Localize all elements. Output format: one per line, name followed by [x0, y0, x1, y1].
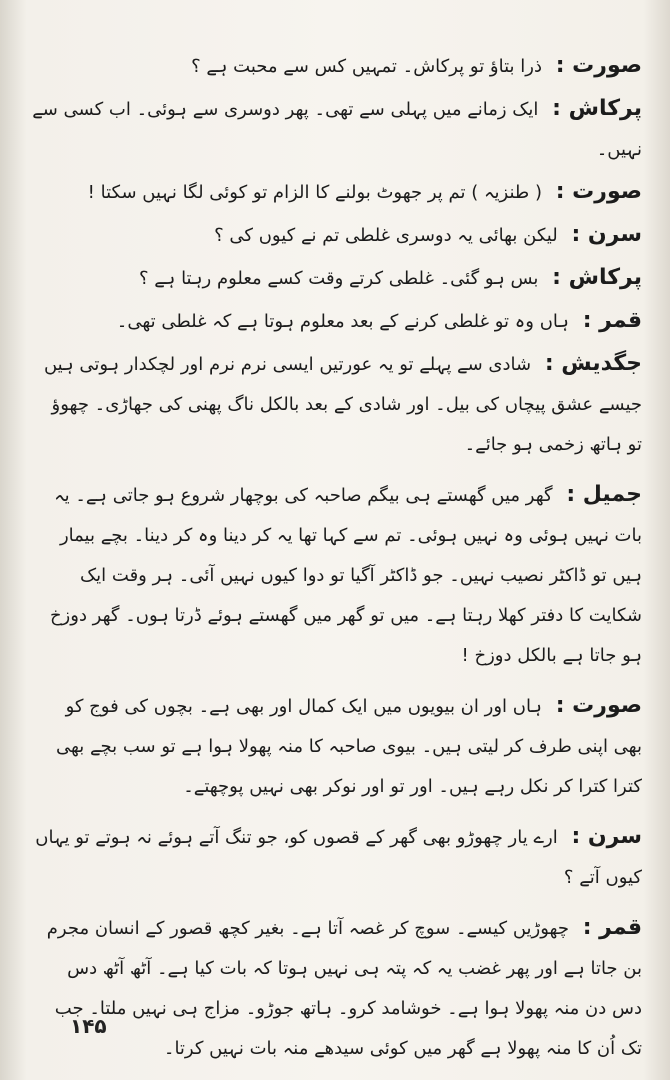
speaker-name: سرن : — [571, 222, 642, 247]
speaker-name: سرن : — [571, 824, 642, 849]
dialogue-line-3 — [32, 172, 642, 213]
dialogue-text: گھر میں گھستے ہی بیگم صاحبہ کی بوچھار شروع ہو جاتی ہے۔ یہ بات نہیں ہوئی وہ نہیں ہوئی۔ تم سے کہا تھا یہ کر دینا وہ کر دینا۔ بچے بیمار ہیں تو ڈاکٹر نصیب نہیں۔ جو ڈاکٹر آگیا تو دوا کیوں نہیں آئی۔ ہر وقت ایک شکایت کا دفتر کھلا رہتا ہے۔ میں تو گھر میں گھستے ہوئے ڈرتا ہوں۔ گھر دوزخ ہو جاتا ہے بالکل دوزخ ! — [44, 485, 642, 666]
speaker-name: قمر : — [582, 308, 642, 333]
dialogue-line-10 — [29, 817, 642, 898]
dialogue-text-block — [26, 46, 642, 1069]
dialogue-line-9 — [32, 686, 642, 807]
dialogue-line-7 — [32, 344, 642, 465]
speaker-name: پرکاش : — [552, 96, 642, 121]
speaker-name: قمر : — [582, 915, 642, 940]
page-number: ۱۴۵ — [70, 1014, 107, 1038]
dialogue-line-4 — [32, 215, 642, 256]
dialogue-line-1 — [32, 46, 642, 87]
dialogue-text: ہاں اور ان بیویوں میں ایک کمال اور بھی ہے۔ بچوں کی فوج کو بھی اپنی طرف کر لیتی ہیں۔ بیوی صاحبہ کا منہ پھولا ہوا ہے تو سب بچے بھی کترا کترا کر نکل رہے ہیں۔ اور تو اور نوکر بھی نہیں پوچھتے۔ — [50, 696, 642, 797]
dialogue-text: شادی سے پہلے تو یہ عورتیں ایسی نرم نرم اور لچکدار ہوتی ہیں جیسے عشق پیچاں کی بیل۔ اور شادی کے بعد بالکل ناگ پھنی کی جھاڑی۔ چھوؤ تو ہاتھ زخمی ہو جائے۔ — [38, 354, 642, 455]
speaker-name: صورت : — [555, 179, 642, 204]
dialogue-line-6 — [32, 301, 642, 342]
dialogue-text: ایک زمانے میں پہلی سے تھی۔ پھر دوسری سے ہوئی۔ اب کسی سے نہیں۔ — [26, 99, 642, 160]
dialogue-text: ذرا بتاؤ تو پرکاش۔ تمہیں کس سے محبت ہے ؟ — [191, 56, 542, 77]
dialogue-line-2 — [26, 89, 642, 170]
dialogue-text: چھوڑیں کیسے۔ سوچ کر غصہ آتا ہے۔ بغیر کچھ قصور کے انسان مجرم بن جاتا ہے اور پھر غضب یہ کہ پتہ ہی نہیں ہوتا کہ بات کیا ہے۔ آٹھ آٹھ دس دس دن منہ پھولا ہوا ہے۔ خوشامد کرو۔ ہاتھ جوڑو۔ مزاج ہی نہیں ملتا۔ جب تک اُن کا منہ پھولا ہے گھر میں کوئی سیدھے منہ بات نہیں کرتا۔ — [41, 918, 642, 1059]
dialogue-text: ارے یار چھوڑو بھی گھر کے قصوں کو، جو تنگ آتے ہوئے نہ ہوتے تو یہاں کیوں آتے ؟ — [29, 827, 642, 888]
speaker-name: صورت : — [555, 693, 642, 718]
dialogue-line-5 — [32, 258, 642, 299]
speaker-name: صورت : — [555, 53, 642, 78]
speaker-name: جمیل : — [566, 482, 642, 507]
speaker-name: پرکاش : — [552, 265, 642, 290]
dialogue-text: ( طنزیہ ) تم پر جھوٹ بولنے کا الزام تو کوئی لگا نہیں سکتا ! — [87, 182, 542, 203]
dialogue-text: ہاں وہ تو غلطی کرنے کے بعد معلوم ہوتا ہے کہ غلطی تھی۔ — [116, 311, 569, 332]
dialogue-text: بس ہو گئی۔ غلطی کرتے وقت کسے معلوم رہتا ہے ؟ — [138, 268, 539, 289]
dialogue-text: لیکن بھائی یہ دوسری غلطی تم نے کیوں کی ؟ — [214, 225, 558, 246]
dialogue-line-8 — [32, 475, 642, 676]
speaker-name: جگدیش : — [544, 351, 642, 376]
dialogue-line-11 — [32, 908, 642, 1069]
